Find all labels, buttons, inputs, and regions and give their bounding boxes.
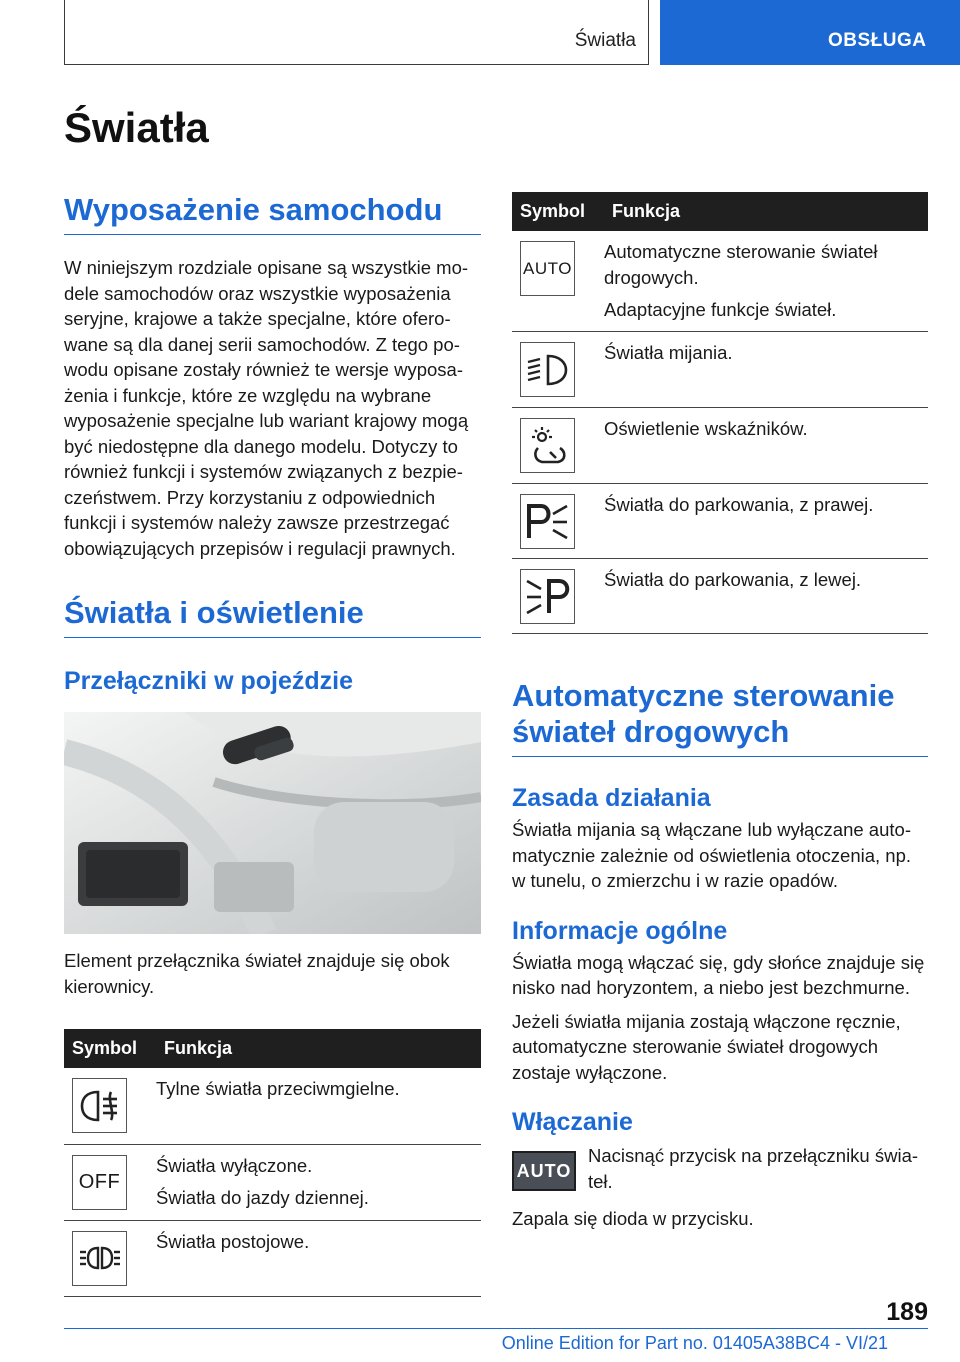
- parking-lights-icon: [72, 1231, 127, 1286]
- table-header-row: [64, 1029, 481, 1068]
- table-row: [64, 1144, 481, 1220]
- diode-text: Zapala się dioda w przycisku.: [512, 1208, 754, 1229]
- row-function-text: Automatyczne sterowanie świateł drogowych.: [604, 241, 878, 288]
- low-beam-icon: [520, 342, 575, 397]
- header-section-box: [660, 0, 960, 65]
- row-function-text: Światła do jazdy dziennej.: [156, 1186, 369, 1208]
- row-function-text: Światła wyłączone.: [156, 1154, 313, 1176]
- parking-left-icon: [520, 569, 575, 624]
- row-function-text: Światła do parkowania, z lewej.: [604, 569, 862, 590]
- right-function-table: [512, 192, 928, 634]
- parking-right-icon: [520, 494, 575, 549]
- row-function-text: Światła do parkowania, z prawej.: [604, 494, 874, 515]
- footer-edition: Online Edition for Part no. 01405A38BC4 - VI/21: [501, 1333, 888, 1353]
- header-chapter-box: [64, 0, 649, 65]
- col-symbol: Symbol: [64, 1029, 156, 1068]
- instrument-lighting-icon: [520, 418, 575, 473]
- enable-text: Nacisnąć przycisk na przełączniku świateł.: [588, 1145, 919, 1192]
- right-column: [512, 192, 928, 1232]
- lights-heading: Światła i oświetlenie: [64, 595, 481, 638]
- row-function-text: Światła mijania.: [604, 342, 733, 363]
- col-symbol: Symbol: [512, 192, 604, 231]
- header-section: OBSŁUGA: [828, 30, 927, 51]
- col-function: Funkcja: [156, 1029, 481, 1068]
- row-function-text: Światła postojowe.: [156, 1230, 310, 1252]
- row-function-text: Tylne światła przeciwmgielne.: [156, 1078, 400, 1099]
- auto-button-icon: AUTO: [512, 1151, 576, 1191]
- auto-icon: AUTO: [520, 241, 575, 296]
- light-switch-photo: [64, 712, 481, 934]
- col-function: Funkcja: [604, 192, 928, 231]
- general-heading: Informacje ogólne: [512, 916, 728, 945]
- table-header-row: [512, 192, 928, 231]
- row-function-text: Oświetlenie wskaźników.: [604, 418, 808, 439]
- table-row: [64, 1220, 481, 1296]
- table-row: [512, 559, 928, 634]
- table-row: [512, 484, 928, 559]
- table-row: [64, 1068, 481, 1144]
- table-row: [512, 408, 928, 484]
- general-text-2: Jeżeli światła mijania zostają włączone ręcznie, automatyczne sterowanie świateł drogowych zostaje wyłączone.: [512, 1010, 901, 1083]
- light-switch-illustration: [64, 712, 481, 934]
- enable-row: [512, 1143, 928, 1194]
- rear-fog-light-icon: [72, 1078, 127, 1133]
- enable-heading: Włączanie: [512, 1108, 633, 1136]
- row-function-text: Adaptacyjne funkcje świateł.: [604, 299, 837, 320]
- left-function-table: [64, 1029, 481, 1297]
- off-icon: OFF: [72, 1155, 127, 1210]
- auto-heading: Automatyczne sterowanie świateł drogowych: [512, 678, 928, 757]
- principle-heading: Zasada działania: [512, 784, 711, 812]
- general-text-1: Światła mogą włączać się, gdy słońce znajduje się nisko nad horyzontem, a niebo jest bezchmurne.: [512, 951, 925, 998]
- equipment-text: W niniejszym rozdziale opisane są wszystkie modele samochodów oraz wszystkie wyposażenia seryjne, krajowe a także specjalne, które oferowane są dla danej serii samochodów. Z tego powodu opisane zostały również te wersje wyposażenia i funkcje, które ze względu na wybrane wyposażenie specjalne lub wariant krajowy mogą być niedostępne dla danego modelu. Dotyczy to również funkcji i systemów związanych z bezpieczeństwem. Przy korzystaniu z odpowiednich funkcji i systemów należy zawsze przestrzegać obowiązujących przepisów i regulacji prawnych.: [64, 257, 469, 559]
- left-column: [64, 192, 481, 1297]
- photo-caption: Element przełącznika świateł znajduje się obok kierownicy.: [64, 950, 450, 997]
- equipment-heading: Wyposażenie samochodu: [64, 192, 481, 235]
- switches-heading: Przełączniki w pojeździe: [64, 667, 353, 695]
- page-number: 189: [886, 1298, 928, 1326]
- table-row: [512, 231, 928, 332]
- table-row: [512, 332, 928, 408]
- footer-divider: [64, 1328, 928, 1329]
- principle-text: Światła mijania są włączane lub wyłączane automatycznie zależnie od oświetlenia otoczenia, np. w tunelu, o zmierzchu i w razie opadów.: [512, 819, 912, 891]
- header-chapter: Światła: [574, 30, 636, 51]
- page-title: Światła: [64, 104, 209, 151]
